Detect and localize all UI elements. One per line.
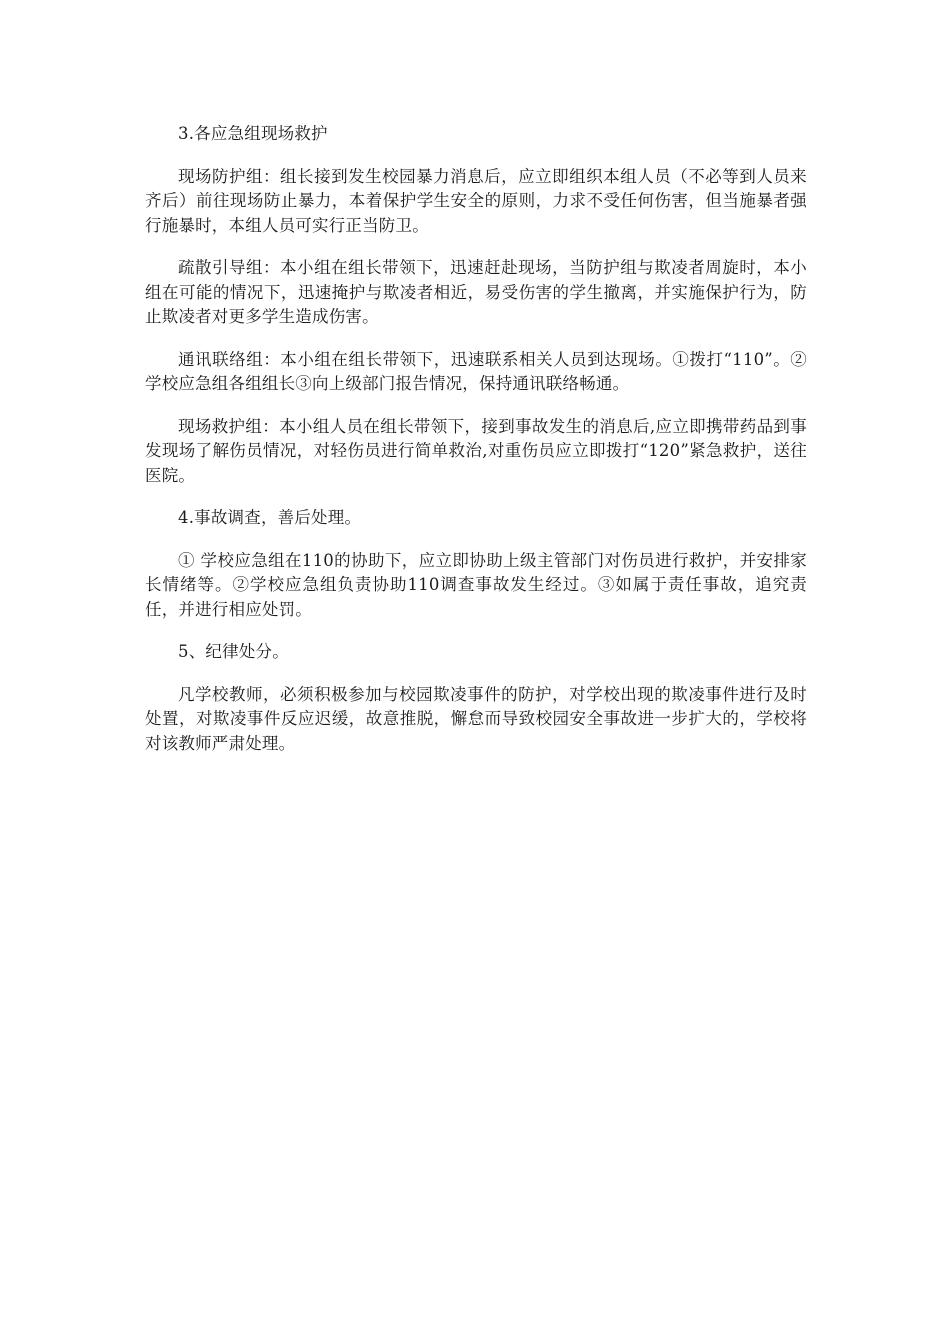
paragraph-discipline-rule: 凡学校教师，必须积极参加与校园欺凌事件的防护，对学校出现的欺凌事件进行及时处置，对欺凌事件反应迟缓，故意推脱，懈怠而导致校园安全事故进一步扩大的，学校将对该教师严肃处理。	[145, 684, 807, 753]
section-heading-discipline: 5、纪律处分。	[178, 642, 289, 661]
paragraph-site-protection-group: 现场防护组：组长接到发生校园暴力消息后，应立即组织本组人员（不必等到人员来齐后）前往现场防止暴力，本着保护学生安全的原则，力求不受任何伤害，但当施暴者强行施暴时，本组人员可实行正当防卫。	[145, 166, 807, 235]
paragraph-investigation-steps: ① 学校应急组在110的协助下，应立即协助上级主管部门对伤员进行救护，并安排家长情绪等。②学校应急组负责协助110调查事故发生经过。③如属于责任事故，追究责任，并进行相应处罚。	[145, 550, 807, 619]
paragraph-communication-group: 通讯联络组：本小组在组长带领下，迅速联系相关人员到达现场。①拨打“110”。②学校应急组各组组长③向上级部门报告情况，保持通讯联络畅通。	[145, 349, 807, 393]
section-heading-emergency-rescue: 3.各应急组现场救护	[178, 124, 328, 143]
section-heading-accident-investigation: 4.事故调查，善后处理。	[178, 508, 362, 527]
paragraph-site-rescue-group: 现场救护组：本小组人员在组长带领下，接到事故发生的消息后,应立即携带药品到事发现场了解伤员情况，对轻伤员进行简单救治,对重伤员应立即拨打“120”紧急救护，送往医院。	[145, 416, 807, 485]
paragraph-evacuation-group: 疏散引导组：本小组在组长带领下，迅速赶赴现场，当防护组与欺凌者周旋时，本小组在可能的情况下，迅速掩护与欺凌者相近，易受伤害的学生撤离，并实施保护行为，防止欺凌者对更多学生造成伤害。	[145, 258, 807, 326]
document-page	[145, 122, 807, 774]
